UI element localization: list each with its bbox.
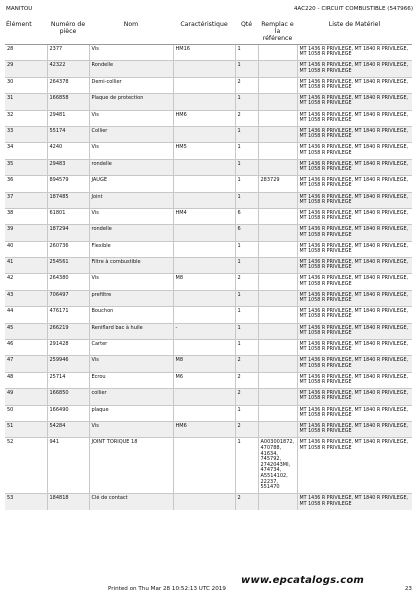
cell-part-number: 55174 [47, 126, 89, 142]
cell-characteristic [173, 225, 235, 241]
cell-name: Vis [89, 45, 173, 61]
cell-equipment-list: MT 1436 R PRIVILEGE, MT 1840 R PRIVILEGE, MT 1058 R PRIVILEGE [297, 45, 412, 61]
cell-element: 36 [5, 176, 47, 192]
cell-replaces [258, 421, 297, 437]
cell-part-number: 894579 [47, 176, 89, 192]
cell-part-number: 266219 [47, 323, 89, 339]
table-row [5, 45, 412, 61]
cell-qty: 1 [235, 192, 258, 208]
cell-qty: 1 [235, 340, 258, 356]
cell-equipment-list: MT 1436 R PRIVILEGE, MT 1840 R PRIVILEGE, MT 1058 R PRIVILEGE [297, 94, 412, 110]
cell-characteristic: M6 [173, 372, 235, 388]
parts-table [5, 19, 412, 510]
cell-characteristic [173, 176, 235, 192]
cell-characteristic [173, 307, 235, 323]
page-number: 23 [404, 586, 412, 592]
cell-characteristic [173, 258, 235, 274]
col-header-name: Nom [89, 19, 173, 45]
cell-replaces [258, 126, 297, 142]
cell-name: Plaque de protection [89, 94, 173, 110]
cell-element: 34 [5, 143, 47, 159]
cell-part-number: 187294 [47, 225, 89, 241]
cell-name: JAUGE [89, 176, 173, 192]
cell-element: 43 [5, 290, 47, 306]
cell-characteristic: M8 [173, 274, 235, 290]
cell-part-number: 254561 [47, 258, 89, 274]
cell-qty: 1 [235, 258, 258, 274]
cell-part-number: 54284 [47, 421, 89, 437]
cell-part-number: 264380 [47, 274, 89, 290]
table-row [5, 143, 412, 159]
cell-replaces [258, 405, 297, 421]
cell-characteristic: HM6 [173, 110, 235, 126]
cell-qty: 6 [235, 225, 258, 241]
cell-qty: 1 [235, 61, 258, 77]
cell-element: 45 [5, 323, 47, 339]
cell-qty: 2 [235, 421, 258, 437]
cell-replaces [258, 494, 297, 510]
cell-element: 28 [5, 45, 47, 61]
cell-characteristic [173, 77, 235, 93]
cell-replaces [258, 389, 297, 405]
printed-timestamp: Printed on Thu Mar 28 10:52:13 UTC 2019 [108, 586, 226, 592]
cell-replaces [258, 241, 297, 257]
col-header-qty: Qté [235, 19, 258, 45]
cell-part-number: 260736 [47, 241, 89, 257]
cell-qty: 1 [235, 241, 258, 257]
table-header-row [5, 19, 412, 45]
cell-qty: 1 [235, 94, 258, 110]
cell-name: Flexible [89, 241, 173, 257]
cell-replaces [258, 110, 297, 126]
cell-part-number: 61801 [47, 208, 89, 224]
cell-replaces: 283729 [258, 176, 297, 192]
cell-qty: 6 [235, 208, 258, 224]
cell-qty: 2 [235, 110, 258, 126]
cell-characteristic: HM5 [173, 143, 235, 159]
cell-part-number: 184818 [47, 494, 89, 510]
cell-name: plaque [89, 405, 173, 421]
cell-element: 40 [5, 241, 47, 257]
cell-qty: 1 [235, 323, 258, 339]
col-header-element: Élément [5, 19, 47, 45]
table-row [5, 159, 412, 175]
page-header [6, 6, 413, 16]
cell-part-number: 29483 [47, 159, 89, 175]
cell-replaces [258, 143, 297, 159]
cell-part-number: 941 [47, 438, 89, 494]
cell-replaces: A003001872, 470788, 41634, 745792, 2742043MI, 474734, A5514102, 22237, 551470 [258, 438, 297, 494]
cell-characteristic [173, 94, 235, 110]
cell-characteristic: HM16 [173, 45, 235, 61]
table-row [5, 225, 412, 241]
cell-qty: 2 [235, 274, 258, 290]
cell-equipment-list: MT 1436 R PRIVILEGE, MT 1840 R PRIVILEGE, MT 1058 R PRIVILEGE [297, 126, 412, 142]
table-row [5, 405, 412, 421]
cell-name: Vis [89, 110, 173, 126]
cell-name: Demi-collier [89, 77, 173, 93]
cell-qty: 1 [235, 126, 258, 142]
cell-name: Carter [89, 340, 173, 356]
cell-equipment-list: MT 1436 R PRIVILEGE, MT 1840 R PRIVILEGE, MT 1058 R PRIVILEGE [297, 494, 412, 510]
cell-characteristic: M8 [173, 356, 235, 372]
cell-equipment-list: MT 1436 R PRIVILEGE, MT 1840 R PRIVILEGE, MT 1058 R PRIVILEGE [297, 176, 412, 192]
cell-replaces [258, 356, 297, 372]
cell-element: 38 [5, 208, 47, 224]
table-row [5, 258, 412, 274]
cell-equipment-list: MT 1436 R PRIVILEGE, MT 1840 R PRIVILEGE, MT 1058 R PRIVILEGE [297, 405, 412, 421]
cell-element: 44 [5, 307, 47, 323]
cell-equipment-list: MT 1436 R PRIVILEGE, MT 1840 R PRIVILEGE, MT 1058 R PRIVILEGE [297, 438, 412, 494]
table-row [5, 126, 412, 142]
cell-replaces [258, 274, 297, 290]
cell-name: prefiltre [89, 290, 173, 306]
cell-name: Vis [89, 143, 173, 159]
cell-characteristic [173, 126, 235, 142]
table-row [5, 340, 412, 356]
cell-characteristic [173, 494, 235, 510]
cell-element: 30 [5, 77, 47, 93]
cell-element: 32 [5, 110, 47, 126]
cell-part-number: 25714 [47, 372, 89, 388]
cell-qty: 1 [235, 405, 258, 421]
cell-equipment-list: MT 1436 R PRIVILEGE, MT 1840 R PRIVILEGE, MT 1058 R PRIVILEGE [297, 372, 412, 388]
cell-qty: 2 [235, 494, 258, 510]
cell-part-number: 42322 [47, 61, 89, 77]
cell-element: 53 [5, 494, 47, 510]
cell-characteristic [173, 61, 235, 77]
cell-characteristic [173, 389, 235, 405]
cell-part-number: 706497 [47, 290, 89, 306]
cell-name: Rondelle [89, 61, 173, 77]
table-row [5, 389, 412, 405]
cell-characteristic [173, 340, 235, 356]
table-row [5, 61, 412, 77]
col-header-characteristic: Caractéristique [173, 19, 235, 45]
table-row [5, 192, 412, 208]
cell-equipment-list: MT 1436 R PRIVILEGE, MT 1840 R PRIVILEGE, MT 1058 R PRIVILEGE [297, 241, 412, 257]
cell-name: rondelle [89, 225, 173, 241]
cell-equipment-list: MT 1436 R PRIVILEGE, MT 1840 R PRIVILEGE, MT 1058 R PRIVILEGE [297, 323, 412, 339]
cell-part-number: 291428 [47, 340, 89, 356]
cell-name: Collier [89, 126, 173, 142]
cell-qty: 1 [235, 438, 258, 494]
cell-equipment-list: MT 1436 R PRIVILEGE, MT 1840 R PRIVILEGE, MT 1058 R PRIVILEGE [297, 192, 412, 208]
cell-name: Clé de contact [89, 494, 173, 510]
cell-part-number: 187485 [47, 192, 89, 208]
cell-element: 52 [5, 438, 47, 494]
table-row [5, 438, 412, 494]
cell-replaces [258, 290, 297, 306]
cell-part-number: 476171 [47, 307, 89, 323]
cell-name: Vis [89, 356, 173, 372]
table-row [5, 110, 412, 126]
cell-replaces [258, 225, 297, 241]
cell-name: rondelle [89, 159, 173, 175]
col-header-replaces: Remplac e la référence [258, 19, 297, 45]
cell-characteristic: HM4 [173, 208, 235, 224]
cell-qty: 1 [235, 159, 258, 175]
cell-characteristic [173, 241, 235, 257]
cell-qty: 1 [235, 45, 258, 61]
cell-element: 37 [5, 192, 47, 208]
watermark-brand: www.epcatalogs.com [241, 575, 365, 586]
cell-replaces [258, 323, 297, 339]
table-row [5, 77, 412, 93]
cell-qty: 2 [235, 372, 258, 388]
cell-equipment-list: MT 1436 R PRIVILEGE, MT 1840 R PRIVILEGE, MT 1058 R PRIVILEGE [297, 258, 412, 274]
cell-qty: 2 [235, 77, 258, 93]
cell-name: Vis [89, 274, 173, 290]
cell-part-number: 4240 [47, 143, 89, 159]
table-row [5, 494, 412, 510]
cell-equipment-list: MT 1436 R PRIVILEGE, MT 1840 R PRIVILEGE, MT 1058 R PRIVILEGE [297, 356, 412, 372]
col-header-equipment-list: Liste de Matériel [297, 19, 412, 45]
cell-element: 31 [5, 94, 47, 110]
cell-part-number: 166858 [47, 94, 89, 110]
cell-element: 48 [5, 372, 47, 388]
cell-replaces [258, 159, 297, 175]
cell-element: 49 [5, 389, 47, 405]
cell-qty: 1 [235, 290, 258, 306]
cell-equipment-list: MT 1436 R PRIVILEGE, MT 1840 R PRIVILEGE, MT 1058 R PRIVILEGE [297, 290, 412, 306]
cell-qty: 2 [235, 389, 258, 405]
table-row [5, 307, 412, 323]
cell-part-number: 259946 [47, 356, 89, 372]
cell-replaces [258, 258, 297, 274]
cell-characteristic [173, 192, 235, 208]
cell-name: Vis [89, 208, 173, 224]
cell-characteristic [173, 159, 235, 175]
cell-characteristic [173, 405, 235, 421]
cell-name: Filtre à combustible [89, 258, 173, 274]
table-row [5, 421, 412, 437]
cell-equipment-list: MT 1436 R PRIVILEGE, MT 1840 R PRIVILEGE, MT 1058 R PRIVILEGE [297, 61, 412, 77]
cell-part-number: 264378 [47, 77, 89, 93]
col-header-part-number: Numéro de pièce [47, 19, 89, 45]
cell-element: 39 [5, 225, 47, 241]
cell-qty: 1 [235, 307, 258, 323]
cell-equipment-list: MT 1436 R PRIVILEGE, MT 1840 R PRIVILEGE, MT 1058 R PRIVILEGE [297, 421, 412, 437]
cell-element: 50 [5, 405, 47, 421]
cell-name: Ecrou [89, 372, 173, 388]
cell-equipment-list: MT 1436 R PRIVILEGE, MT 1840 R PRIVILEGE, MT 1058 R PRIVILEGE [297, 307, 412, 323]
table-row [5, 323, 412, 339]
cell-name: collier [89, 389, 173, 405]
table-row [5, 94, 412, 110]
cell-equipment-list: MT 1436 R PRIVILEGE, MT 1840 R PRIVILEGE, MT 1058 R PRIVILEGE [297, 159, 412, 175]
table-row [5, 208, 412, 224]
cell-replaces [258, 340, 297, 356]
cell-equipment-list: MT 1436 R PRIVILEGE, MT 1840 R PRIVILEGE, MT 1058 R PRIVILEGE [297, 340, 412, 356]
cell-qty: 1 [235, 143, 258, 159]
cell-qty: 1 [235, 176, 258, 192]
cell-replaces [258, 208, 297, 224]
brand-label: MANITOU [6, 6, 33, 12]
cell-name: Joint [89, 192, 173, 208]
cell-equipment-list: MT 1436 R PRIVILEGE, MT 1840 R PRIVILEGE, MT 1058 R PRIVILEGE [297, 77, 412, 93]
cell-replaces [258, 61, 297, 77]
cell-replaces [258, 45, 297, 61]
cell-element: 41 [5, 258, 47, 274]
cell-equipment-list: MT 1436 R PRIVILEGE, MT 1840 R PRIVILEGE, MT 1058 R PRIVILEGE [297, 274, 412, 290]
cell-name: JOINT TORIQUE 18 [89, 438, 173, 494]
cell-replaces [258, 94, 297, 110]
cell-part-number: 166850 [47, 389, 89, 405]
cell-name: Reniflard bac à huile [89, 323, 173, 339]
table-row [5, 290, 412, 306]
table-row [5, 356, 412, 372]
cell-part-number: 29481 [47, 110, 89, 126]
cell-part-number: 2377 [47, 45, 89, 61]
cell-element: 33 [5, 126, 47, 142]
cell-qty: 2 [235, 356, 258, 372]
cell-name: Vis [89, 421, 173, 437]
cell-characteristic [173, 290, 235, 306]
cell-element: 42 [5, 274, 47, 290]
cell-replaces [258, 192, 297, 208]
table-row [5, 176, 412, 192]
cell-equipment-list: MT 1436 R PRIVILEGE, MT 1840 R PRIVILEGE, MT 1058 R PRIVILEGE [297, 110, 412, 126]
cell-replaces [258, 307, 297, 323]
cell-element: 51 [5, 421, 47, 437]
cell-replaces [258, 77, 297, 93]
table-row [5, 372, 412, 388]
cell-element: 46 [5, 340, 47, 356]
cell-name: Bouchon [89, 307, 173, 323]
cell-part-number: 166490 [47, 405, 89, 421]
cell-replaces [258, 372, 297, 388]
cell-equipment-list: MT 1436 R PRIVILEGE, MT 1840 R PRIVILEGE, MT 1058 R PRIVILEGE [297, 389, 412, 405]
cell-equipment-list: MT 1436 R PRIVILEGE, MT 1840 R PRIVILEGE, MT 1058 R PRIVILEGE [297, 225, 412, 241]
table-row [5, 274, 412, 290]
section-title: 4AC220 - CIRCUIT COMBUSTIBLE (547966) [293, 6, 413, 12]
cell-characteristic: HM6 [173, 421, 235, 437]
cell-characteristic [173, 438, 235, 494]
cell-equipment-list: MT 1436 R PRIVILEGE, MT 1840 R PRIVILEGE, MT 1058 R PRIVILEGE [297, 208, 412, 224]
page-footer [0, 575, 419, 594]
table-row [5, 241, 412, 257]
cell-element: 29 [5, 61, 47, 77]
cell-element: 47 [5, 356, 47, 372]
cell-equipment-list: MT 1436 R PRIVILEGE, MT 1840 R PRIVILEGE, MT 1058 R PRIVILEGE [297, 143, 412, 159]
cell-element: 35 [5, 159, 47, 175]
cell-characteristic: - [173, 323, 235, 339]
